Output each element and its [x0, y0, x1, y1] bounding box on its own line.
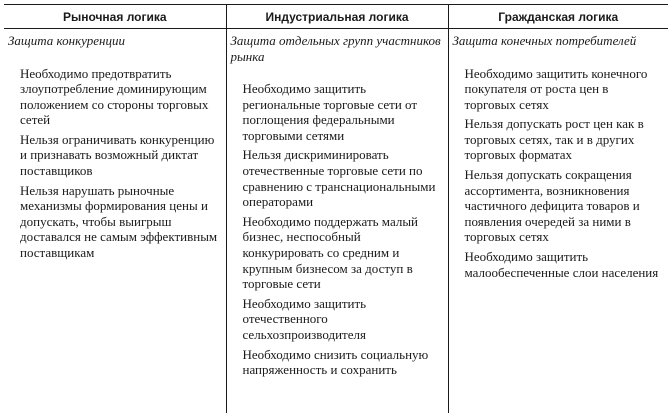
list-item: Необходимо защитить малообеспеченные слои населения [465, 249, 663, 280]
list-market-logic [4, 66, 226, 261]
list-item: Необходимо предотвратить злоупотребление доминирующим положением со стороны торговых сетей [20, 66, 220, 128]
column-civic-logic [448, 29, 668, 413]
list-item: Необходимо поддержать малый бизнес, неспособный конкурировать со средним и крупным бизнесом за доступ в торговые сети [243, 214, 442, 292]
list-civic-logic [449, 66, 669, 281]
header-civic-logic: Гражданская логика [448, 5, 668, 29]
list-item: Необходимо защитить региональные торговые сети от поглощения федеральными торговыми сетями [243, 81, 442, 143]
list-item: Нельзя допускать рост цен как в торговых сетях, так и в других торговых форматах [465, 116, 663, 163]
header-industrial-logic: Индустриальная логика [226, 5, 448, 29]
list-item: Необходимо защитить отечественного сельхозпроизводителя [243, 296, 442, 343]
list-item: Необходимо защитить конечного покупателя от роста цен в торговых сетях [465, 66, 663, 113]
list-item: Нельзя допускать сокращения ассортимента, возникновения частичного дефицита товаров и появления очередей за ними в торговых сетях [465, 167, 663, 245]
column-industrial-logic [226, 29, 448, 413]
subheading-competition-protection: Защита конкуренции [4, 29, 226, 49]
table-header-row [4, 5, 668, 29]
logic-comparison-table [4, 4, 668, 413]
subheading-groups-protection: Защита отдельных групп участников рынка [227, 29, 448, 64]
list-item: Нельзя ограничивать конкуренцию и признавать возможный диктат поставщиков [20, 132, 220, 179]
list-item: Нельзя дискриминировать отечественные торговые сети по сравнению с транснациональными операторами [243, 147, 442, 209]
list-item: Необходимо снизить социальную напряженность и сохранить [243, 347, 442, 378]
column-market-logic [4, 29, 226, 413]
list-industrial-logic [227, 81, 448, 378]
subheading-consumer-protection: Защита конечных потребителей [449, 29, 669, 49]
header-market-logic: Рыночная логика [4, 5, 226, 29]
list-item: Нельзя нарушать рыночные механизмы формирования цены и допускать, чтобы выигрыш доставался не самым эффективным поставщикам [20, 183, 220, 261]
table-body-row [4, 29, 668, 413]
